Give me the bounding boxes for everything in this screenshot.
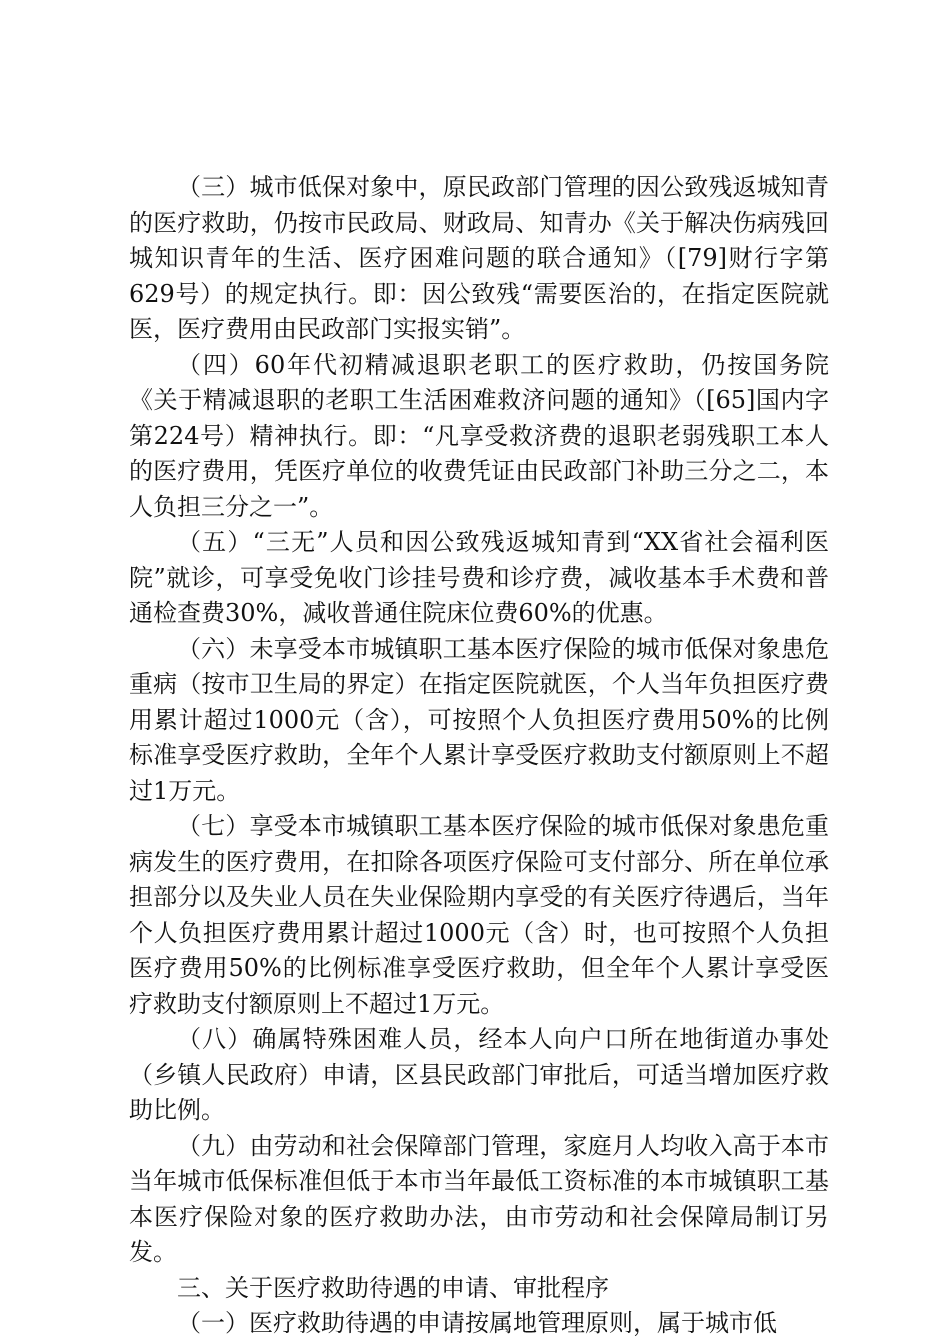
paragraph-9: （九）由劳动和社会保障部门管理，家庭月人均收入高于本市当年城市低保标准但低于本市当年最低工资标准的本市城镇职工基本医疗保险对象的医疗救助办法，由市劳动和社会保障局制订另发。 — [129, 1131, 829, 1266]
document-body — [129, 170, 829, 1342]
paragraph-7: （七）享受本市城镇职工基本医疗保险的城市低保对象患危重病发生的医疗费用，在扣除各项医疗保险可支付部分、所在单位承担部分以及失业人员在失业保险期内享受的有关医疗待遇后，当年个人负担医疗费用累计超过1000元（含）时，也可按照个人负担医疗费用50%的比例标准享受医疗救助，但全年个人累计享受医疗救助支付额原则上不超过1万元。 — [129, 812, 829, 1018]
paragraph-8: （八）确属特殊困难人员，经本人向户口所在地街道办事处（乡镇人民政府）申请，区县民政部门审批后，可适当增加医疗救助比例。 — [129, 1025, 829, 1124]
paragraph-3: （三）城市低保对象中，原民政部门管理的因公致残返城知青的医疗救助，仍按市民政局、财政局、知青办《关于解决伤病残回城知识青年的生活、医疗困难问题的联合通知》（[79]财行字第629号）的规定执行。即：因公致残“需要医治的，在指定医院就医，医疗费用由民政部门实报实销”。 — [129, 173, 829, 343]
section-heading: 三、关于医疗救助待遇的申请、审批程序 — [177, 1273, 609, 1302]
paragraph-4: （四）60年代初精减退职老职工的医疗救助，仍按国务院《关于精减退职的老职工生活困难救济问题的通知》（[65]国内字第224号）精神执行。即：“凡享受救济费的退职老弱残职工本人的医疗费用，凭医疗单位的收费凭证由民政部门补助三分之二，本人负担三分之一”。 — [129, 350, 829, 521]
paragraph-6: （六）未享受本市城镇职工基本医疗保险的城市低保对象患危重病（按市卫生局的界定）在指定医院就医，个人当年负担医疗费用累计超过1000元（含），可按照个人负担医疗费用50%的比例标准享受医疗救助，全年个人累计享受医疗救助支付额原则上不超过1万元。 — [129, 634, 829, 805]
paragraph-section3-1: （一）医疗救助待遇的申请按属地管理原则，属于城市低 — [177, 1309, 777, 1337]
paragraph-5: （五）“三无”人员和因公致残返城知青到“XX省社会福利医院”就诊，可享受免收门诊挂号费和诊疗费，减收基本手术费和普通检查费30%，减收普通住院床位费60%的优惠。 — [129, 528, 829, 627]
